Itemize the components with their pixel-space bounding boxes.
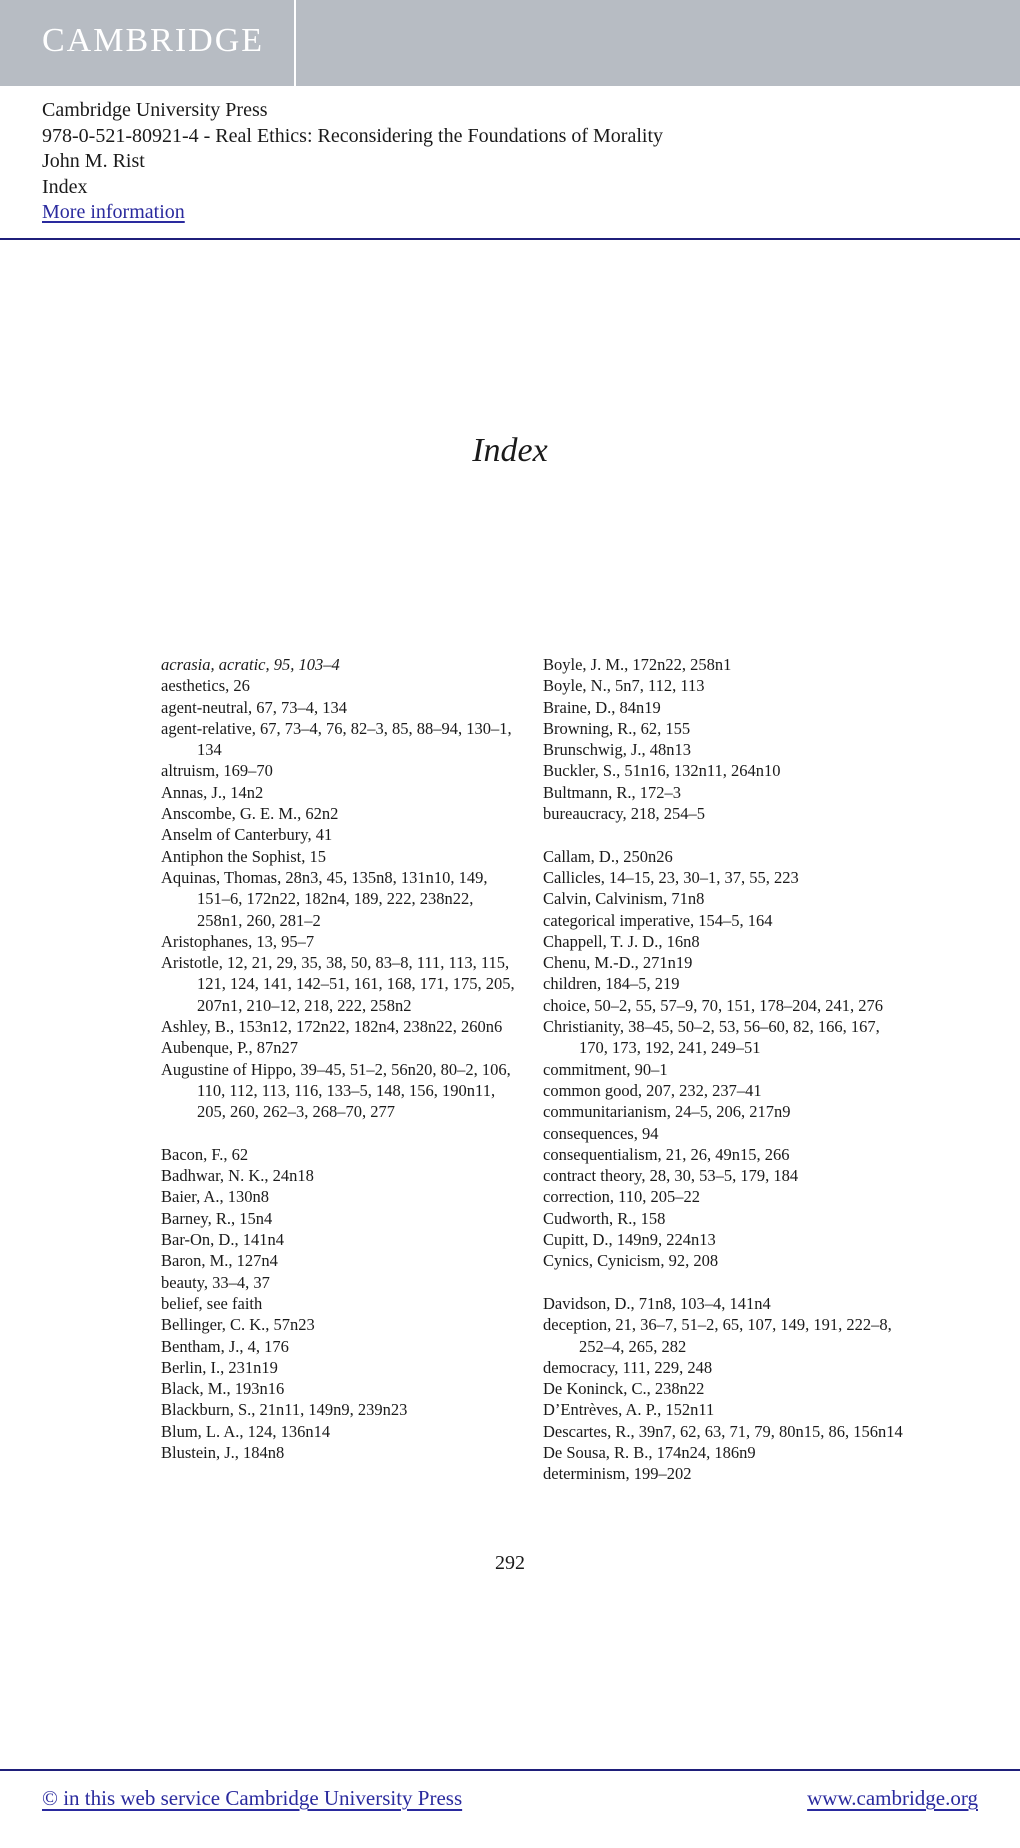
- index-entry: Barney, R., 15n4: [161, 1208, 273, 1228]
- letter-group-gap: [543, 824, 903, 845]
- index-entry: Augustine of Hippo, 39–45, 51–2, 56n20, 80–2, 106, 110, 112, 113, 116, 133–5, 148, 156, 190n11, 205, 260, 262–3, 268–70, 277: [161, 1059, 511, 1122]
- index-entry: Callicles, 14–15, 23, 30–1, 37, 55, 223: [543, 867, 799, 887]
- index-entry-italic: acrasia, acratic, 95, 103–4: [161, 655, 340, 674]
- index-entry: Bar-On, D., 141n4: [161, 1230, 284, 1250]
- index-entry: Black, M., 193n16: [161, 1379, 285, 1399]
- publisher-banner: [0, 0, 1020, 86]
- footer-divider: [0, 1769, 1020, 1771]
- index-entry: Bultmann, R., 172–3: [543, 782, 681, 802]
- letter-group-gap: [161, 1123, 521, 1144]
- page-number: 292: [495, 1552, 525, 1574]
- index-entry: categorical imperative, 154–5, 164: [543, 910, 773, 930]
- index-entry: Badhwar, N. K., 24n18: [161, 1166, 314, 1186]
- index-entry: children, 184–5, 219: [543, 974, 680, 994]
- index-entry: Annas, J., 14n2: [161, 782, 264, 802]
- index-entry: Bellinger, C. K., 57n23: [161, 1315, 315, 1335]
- index-entry: consequences, 94: [543, 1123, 659, 1143]
- letter-group-gap: [543, 1272, 903, 1293]
- index-entry: Cynics, Cynicism, 92, 208: [543, 1251, 719, 1271]
- index-entry: agent-neutral, 67, 73–4, 134: [161, 697, 348, 717]
- index-entry: De Sousa, R. B., 174n24, 186n9: [543, 1442, 756, 1462]
- index-entry: Ashley, B., 153n12, 172n22, 182n4, 238n22, 260n6: [161, 1017, 503, 1037]
- index-entry: Antiphon the Sophist, 15: [161, 846, 327, 866]
- logo-text: CAMBRIDGE: [42, 22, 265, 59]
- author-name: John M. Rist: [42, 150, 145, 172]
- header-divider: [0, 238, 1020, 240]
- index-column-right: [543, 654, 903, 1485]
- index-entry: Boyle, J. M., 172n22, 258n1: [543, 655, 732, 674]
- index-entry: Blackburn, S., 21n11, 149n9, 239n23: [161, 1400, 408, 1420]
- index-entry: correction, 110, 205–22: [543, 1187, 701, 1207]
- index-entry: Anscombe, G. E. M., 62n2: [161, 804, 339, 824]
- index-entry: Cudworth, R., 158: [543, 1208, 666, 1228]
- index-column-left: [161, 654, 521, 1463]
- index-entry: Browning, R., 62, 155: [543, 718, 691, 738]
- index-entry: Bentham, J., 4, 176: [161, 1336, 289, 1356]
- index-entry: altruism, 169–70: [161, 761, 273, 781]
- index-entry: democracy, 111, 229, 248: [543, 1357, 713, 1377]
- index-entry: Aquinas, Thomas, 28n3, 45, 135n8, 131n10, 149, 151–6, 172n22, 182n4, 189, 222, 238n22, 258n1, 260, 281–2: [161, 867, 488, 930]
- index-entry: De Koninck, C., 238n22: [543, 1379, 705, 1399]
- index-entry: Blum, L. A., 124, 136n14: [161, 1421, 331, 1441]
- index-entry: D’Entrèves, A. P., 152n11: [543, 1400, 715, 1420]
- publisher-name: Cambridge University Press: [42, 99, 268, 121]
- index-entry: Aubenque, P., 87n27: [161, 1038, 299, 1058]
- index-entry: Davidson, D., 71n8, 103–4, 141n4: [543, 1293, 771, 1313]
- index-entry: Braine, D., 84n19: [543, 697, 661, 717]
- index-entry: Bacon, F., 62: [161, 1144, 249, 1164]
- index-entry: belief, see faith: [161, 1293, 263, 1313]
- index-entry: Anselm of Canterbury, 41: [161, 825, 333, 845]
- index-entry: Chappell, T. J. D., 16n8: [543, 931, 700, 951]
- index-entry: Blustein, J., 184n8: [161, 1442, 285, 1462]
- section-name: Index: [42, 175, 88, 198]
- index-entry: communitarianism, 24–5, 206, 217n9: [543, 1102, 791, 1122]
- index-entry: agent-relative, 67, 73–4, 76, 82–3, 85, 88–94, 130–1, 134: [161, 718, 512, 760]
- index-entry: common good, 207, 232, 237–41: [543, 1080, 762, 1100]
- index-entry: Brunschwig, J., 48n13: [543, 740, 692, 760]
- index-entry: commitment, 90–1: [543, 1059, 668, 1079]
- index-entry: contract theory, 28, 30, 53–5, 179, 184: [543, 1166, 799, 1186]
- index-entry: determinism, 199–202: [543, 1464, 692, 1484]
- index-entry: Buckler, S., 51n16, 132n11, 264n10: [543, 761, 781, 781]
- index-entry: Cupitt, D., 149n9, 224n13: [543, 1230, 716, 1250]
- index-entry: Berlin, I., 231n19: [161, 1357, 278, 1377]
- index-entry: Calvin, Calvinism, 71n8: [543, 889, 705, 909]
- cambridge-logo: [0, 0, 296, 86]
- index-entry: Callam, D., 250n26: [543, 846, 673, 866]
- index-entry: aesthetics, 26: [161, 676, 250, 696]
- index-entry: Baron, M., 127n4: [161, 1251, 278, 1271]
- index-entry: deception, 21, 36–7, 51–2, 65, 107, 149, 191, 222–8, 252–4, 265, 282: [543, 1315, 892, 1356]
- isbn-title: 978-0-521-80921-4 - Real Ethics: Reconsidering the Foundations of Morality: [42, 124, 664, 147]
- copyright-link[interactable]: © in this web service Cambridge University Press: [42, 1786, 463, 1810]
- index-entry: Descartes, R., 39n7, 62, 63, 71, 79, 80n15, 86, 156n14: [543, 1421, 903, 1441]
- index-entry: choice, 50–2, 55, 57–9, 70, 151, 178–204, 241, 276: [543, 995, 884, 1015]
- index-entry: bureaucracy, 218, 254–5: [543, 804, 706, 824]
- index-entry: Christianity, 38–45, 50–2, 53, 56–60, 82, 166, 167, 170, 173, 192, 241, 249–51: [543, 1017, 880, 1058]
- index-entry: Chenu, M.-D., 271n19: [543, 953, 693, 973]
- index-entry: Baier, A., 130n8: [161, 1187, 269, 1207]
- index-entry: beauty, 33–4, 37: [161, 1272, 270, 1292]
- index-entry: Aristotle, 12, 21, 29, 35, 38, 50, 83–8, 111, 113, 115, 121, 124, 141, 142–51, 161, 168, 171, 175, 205, 207n1, 210–12, 218, 222, 258n2: [161, 953, 515, 1015]
- more-information-link[interactable]: More information: [42, 201, 185, 223]
- index-entry: Aristophanes, 13, 95–7: [161, 931, 315, 951]
- website-link[interactable]: www.cambridge.org: [807, 1786, 978, 1810]
- book-metadata: [42, 98, 663, 226]
- index-entry: [161, 654, 521, 675]
- index-entry: consequentialism, 21, 26, 49n15, 266: [543, 1144, 790, 1164]
- page-title: Index: [472, 432, 548, 469]
- index-entry: Boyle, N., 5n7, 112, 113: [543, 676, 705, 696]
